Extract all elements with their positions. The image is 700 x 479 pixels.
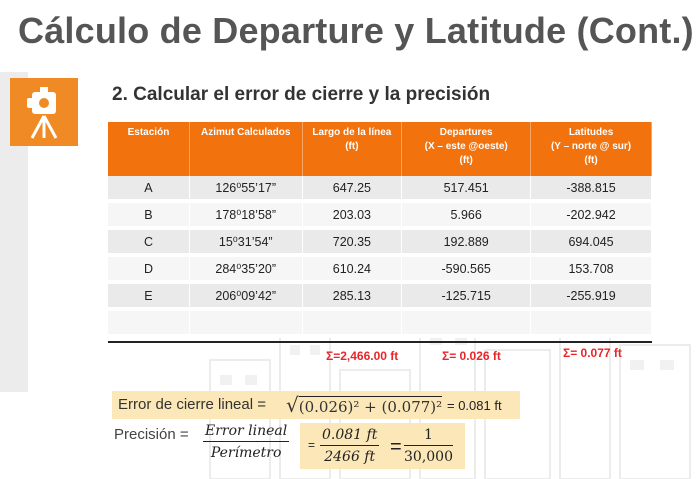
cell-estacion: D: [108, 255, 189, 282]
fraction-numerator: 0.081 ft: [320, 427, 379, 446]
col-header-departures: Departures (X – este @oeste) (ft): [402, 122, 531, 176]
cell-largo: 610.24: [302, 255, 402, 282]
table-row: [108, 228, 652, 255]
sum-length: Σ=2,466.00 ft: [326, 349, 399, 363]
table-row: [108, 282, 652, 309]
table-row: [108, 255, 652, 282]
closure-error-result: = 0.081 ft: [447, 398, 502, 413]
surveying-theodolite-icon: [10, 78, 78, 146]
closure-error-sqrt: √(0.026)² + (0.077)²: [286, 393, 443, 417]
sqrt-radicand: (0.026)² + (0.077)²: [298, 398, 443, 416]
fraction-numerator: 1: [404, 427, 453, 446]
cell-azimut: 206⁰09’42”: [189, 282, 302, 309]
equals-sign: =: [390, 436, 402, 458]
cell-latitude: -388.815: [531, 176, 652, 201]
cell-azimut: 15⁰31’54”: [189, 228, 302, 255]
cell-estacion: A: [108, 176, 189, 201]
table-row: [108, 201, 652, 228]
cell-largo: 285.13: [302, 282, 402, 309]
col-header-largo: Largo de la línea (ft): [302, 122, 402, 176]
cell-estacion: E: [108, 282, 189, 309]
traverse-table: [108, 122, 652, 338]
fraction-denominator: Perímetro: [210, 445, 282, 461]
sum-departures: Σ= 0.026 ft: [442, 349, 501, 363]
table-header-row: [108, 122, 652, 176]
cell-departure: -590.565: [402, 255, 531, 282]
table-row-empty: [108, 309, 652, 336]
col-header-latitudes: Latitudes (Y – norte @ sur) (ft): [531, 122, 652, 176]
col-header-azimut: Azimut Calculados: [189, 122, 302, 176]
cell-departure: 517.451: [402, 176, 531, 201]
fraction-denominator: 2466 ft: [324, 449, 376, 465]
table-row: [108, 176, 652, 201]
cell-azimut: 284⁰35’20”: [189, 255, 302, 282]
fraction-denominator: 30,000: [404, 449, 453, 465]
cell-latitude: -255.919: [531, 282, 652, 309]
closure-error-label: Error de cierre lineal =: [118, 396, 266, 413]
cell-largo: 647.25: [302, 176, 402, 201]
precision-fraction-definition: [203, 423, 289, 461]
precision-fraction-values: [320, 427, 379, 465]
cell-departure: 192.889: [402, 228, 531, 255]
cell-departure: 5.966: [402, 201, 531, 228]
cell-latitude: 694.045: [531, 228, 652, 255]
cell-latitude: 153.708: [531, 255, 652, 282]
cell-largo: 203.03: [302, 201, 402, 228]
cell-largo: 720.35: [302, 228, 402, 255]
cell-latitude: -202.942: [531, 201, 652, 228]
table-total-rule: [108, 341, 652, 343]
cell-estacion: C: [108, 228, 189, 255]
equals-sign: =: [308, 438, 316, 452]
cell-departure: -125.715: [402, 282, 531, 309]
precision-fraction-result: [404, 427, 453, 465]
cell-azimut: 126⁰55’17”: [189, 176, 302, 201]
cell-azimut: 178⁰18’58”: [189, 201, 302, 228]
fraction-numerator: Error lineal: [203, 423, 289, 442]
section-subtitle: 2. Calcular el error de cierre y la precisión: [112, 84, 491, 105]
cell-estacion: B: [108, 201, 189, 228]
sum-latitudes: Σ= 0.077 ft: [563, 346, 622, 360]
topic-icon-tile: [10, 78, 78, 146]
page-title: Cálculo de Departure y Latitude (Cont.): [18, 10, 694, 51]
col-header-estacion: Estación: [108, 122, 189, 176]
precision-label: Precisión =: [114, 426, 189, 443]
